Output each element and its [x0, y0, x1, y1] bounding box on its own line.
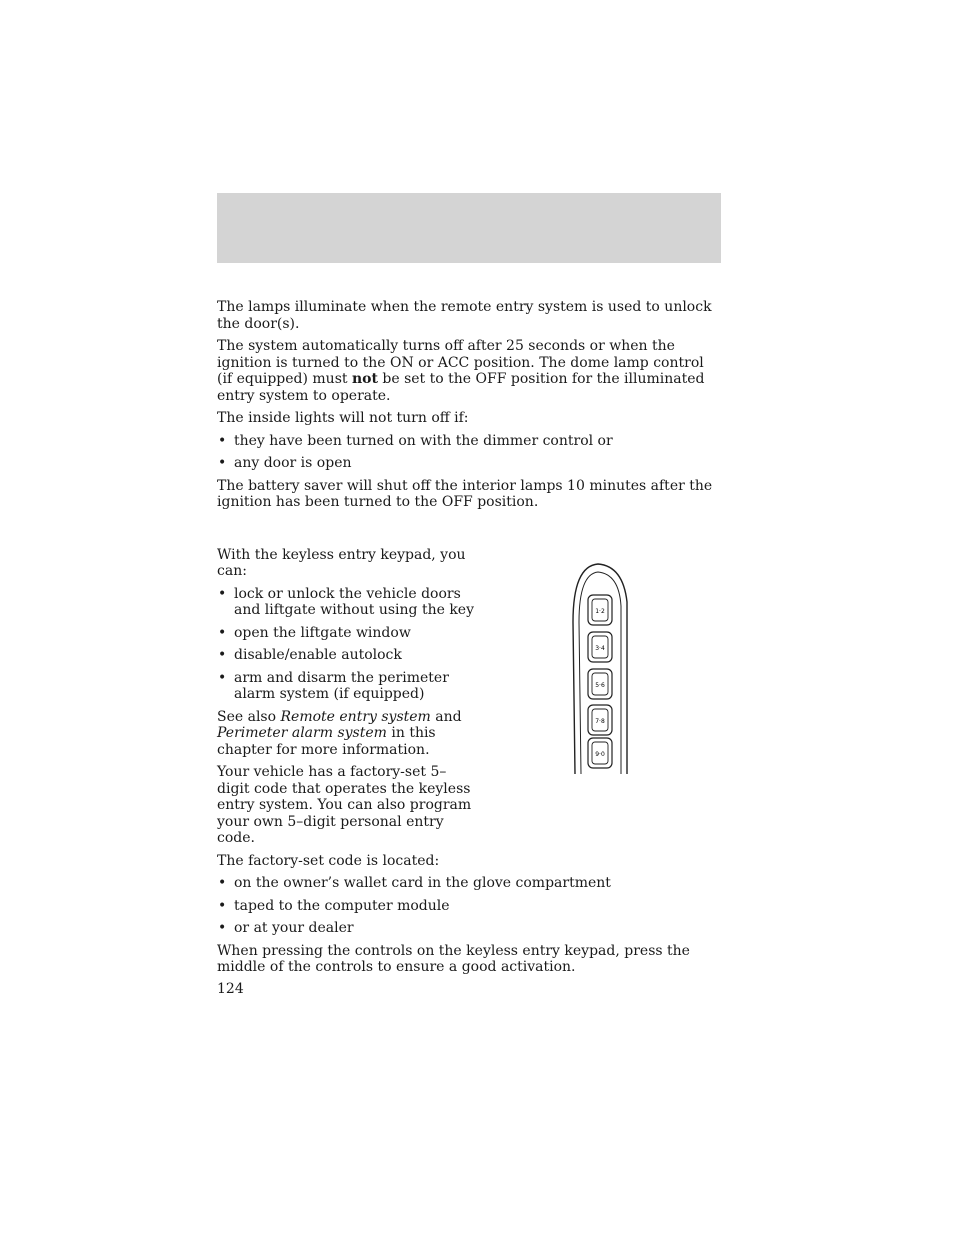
keyless-entry-column: [217, 547, 477, 847]
keypad-button-label: 9·0: [595, 751, 605, 758]
see-also-text: See also: [217, 708, 281, 725]
list-item-text: disable/enable autolock: [234, 647, 402, 663]
bullet-dot: •: [218, 624, 227, 641]
list-item: [217, 433, 721, 450]
see-also-text: and: [430, 708, 462, 725]
keyless-intro: With the keyless entry keypad, you can:: [217, 546, 466, 579]
see-also-text: in this chapter for more information.: [217, 725, 436, 758]
section-header-band: [217, 193, 721, 263]
keypad-button: [588, 595, 612, 625]
bullet-dot: •: [218, 875, 227, 891]
list-item-text: lock or unlock the vehicle doors and liftgate without using the key: [234, 585, 474, 618]
bullet-dot: •: [218, 455, 227, 471]
list-item-text: any door is open: [234, 455, 352, 471]
bullet-dot: •: [218, 432, 227, 449]
bullet-dot: •: [218, 920, 227, 936]
pressing-note: When pressing the controls on the keyless entry keypad, press the middle of the controls to ensure a good activation.: [217, 942, 690, 975]
illuminated-entry-p1: The lamps illuminate when the remote entry system is used to unlock the door(s).: [217, 299, 712, 332]
list-item: [217, 875, 721, 892]
list-item: [217, 670, 477, 703]
list-item: [217, 647, 477, 664]
list-item: [217, 898, 721, 915]
list-item: [217, 920, 721, 937]
list-item: [217, 586, 477, 619]
keypad-illustration: [563, 562, 633, 780]
bullet-dot: •: [218, 585, 227, 602]
list-item-text: or at your dealer: [234, 920, 354, 936]
keypad-button-label: 1·2: [595, 608, 605, 615]
list-item-text: on the owner’s wallet card in the glove compartment: [234, 875, 611, 891]
located-intro: The factory-set code is located:: [217, 852, 440, 869]
page-number-text: 124: [217, 981, 244, 997]
illuminated-entry-p3: The inside lights will not turn off if:: [217, 410, 469, 426]
p2-text-after: be set to the OFF position for the illuminated entry system to operate.: [217, 371, 705, 404]
bullet-dot: •: [218, 669, 227, 686]
illuminated-entry-p2: [217, 338, 721, 404]
list-item-text: arm and disarm the perimeter alarm system (if equipped): [234, 669, 449, 702]
page-number: [217, 981, 244, 997]
see-also-paragraph: [217, 709, 477, 759]
remote-entry-reference: Remote entry system: [280, 708, 431, 725]
illuminated-entry-p4: The battery saver will shut off the interior lamps 10 minutes after the ignition has been turned to the OFF position.: [217, 477, 713, 510]
keypad-button: [588, 669, 612, 699]
keypad-button-label: 7·8: [595, 718, 605, 725]
keypad-button: [588, 705, 612, 735]
bullet-dot: •: [218, 897, 227, 914]
bullet-dot: •: [218, 647, 227, 663]
factory-code-paragraph: Your vehicle has a factory-set 5–digit code that operates the keyless entry system. You can also program your own 5–digit personal entry code.: [217, 764, 472, 846]
p2-bold-not: not: [351, 371, 378, 387]
list-item-text: open the liftgate window: [234, 624, 411, 641]
p2-text-before: The system automatically turns off after 25 seconds or when the ignition is turned to the ON or ACC position. The dome lamp control (if equipped) must: [217, 338, 704, 387]
perimeter-alarm-reference: Perimeter alarm system: [217, 725, 387, 741]
keypad-button-label: 5·6: [595, 682, 605, 689]
keypad-button: [588, 738, 612, 768]
list-item-text: taped to the computer module: [234, 897, 450, 914]
keypad-button: [588, 632, 612, 662]
list-item-text: they have been turned on with the dimmer control or: [234, 432, 613, 449]
list-item: [217, 455, 721, 472]
page-content: [217, 299, 721, 982]
keypad-button-label: 3·4: [595, 645, 605, 652]
list-item: [217, 625, 477, 642]
